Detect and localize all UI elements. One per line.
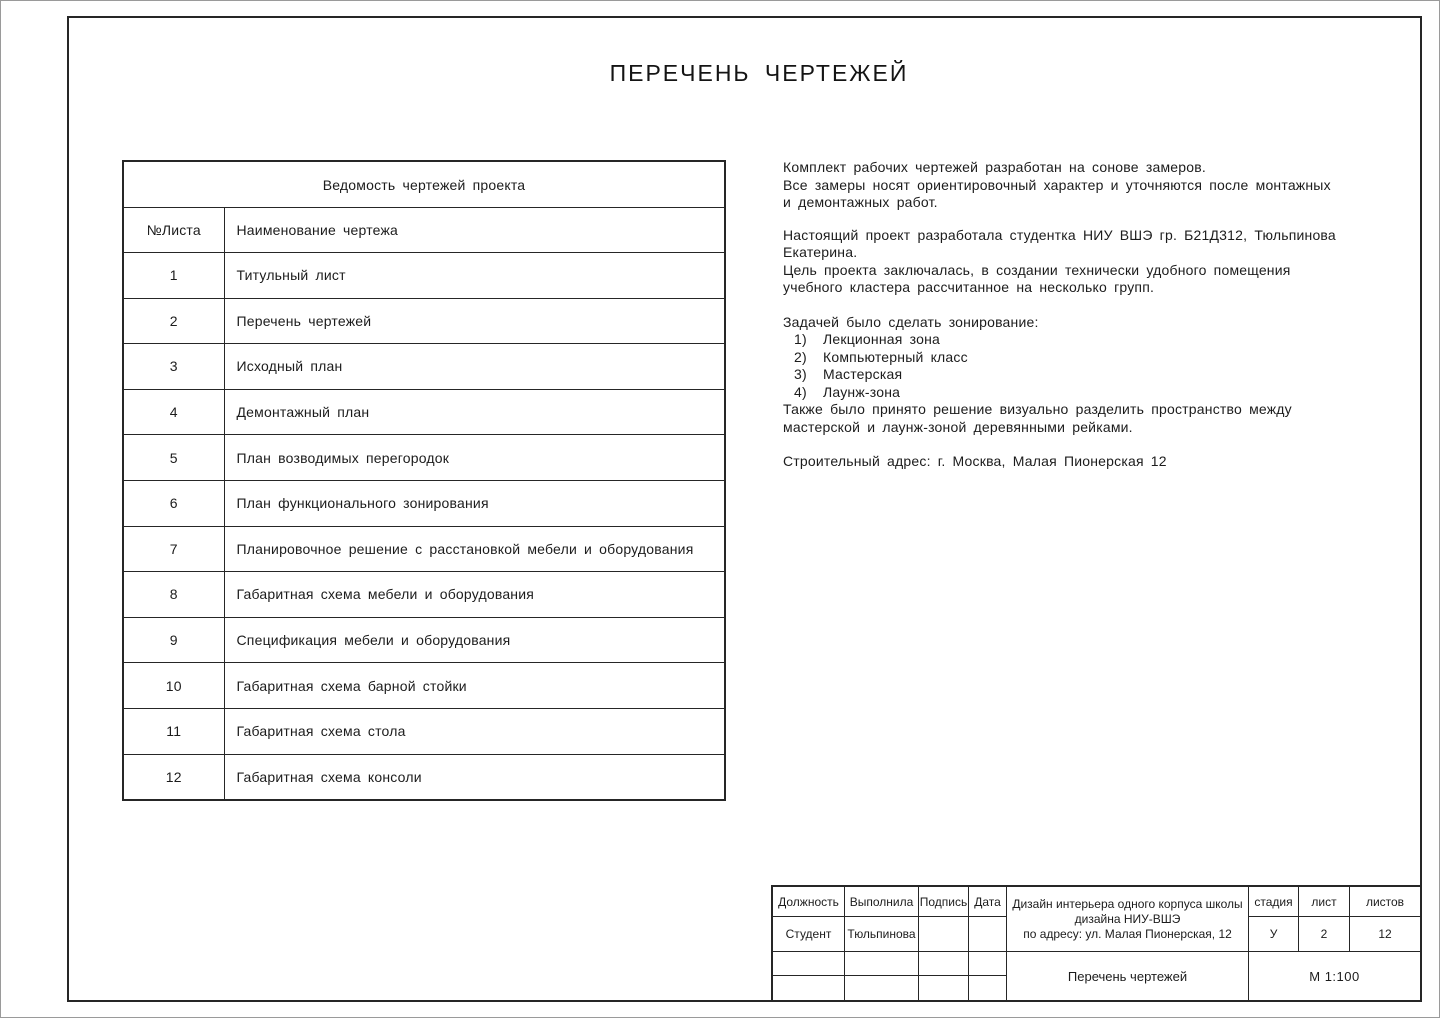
list-item-number: 3) <box>794 366 807 382</box>
titleblock-sheets-value: 12 <box>1350 917 1420 952</box>
sheet-number-cell: 11 <box>123 708 224 754</box>
drawing-register-table <box>122 160 726 801</box>
sheet-number-cell: 9 <box>123 617 224 663</box>
titleblock-header-position: Должность <box>773 887 845 917</box>
titleblock-header-performed: Выполнила <box>845 887 919 917</box>
register-col-name-header: Наименование чертежа <box>224 208 725 253</box>
register-col-num-header: №Листа <box>123 208 224 253</box>
list-item-label: Лаунж-зона <box>823 383 901 400</box>
table-row <box>123 754 725 800</box>
table-row <box>123 617 725 663</box>
titleblock-header-sheet: лист <box>1299 887 1350 917</box>
sheet-number-cell: 1 <box>123 253 224 299</box>
sheet-number-cell: 4 <box>123 389 224 435</box>
titleblock-signature-cell <box>919 917 969 952</box>
note-line: Настоящий проект разработала студентка НИУ ВШЭ гр. Б21Д312, Тюльпинова <box>783 226 1336 243</box>
list-item-number: 2) <box>794 348 807 365</box>
titleblock-performed-value: Тюльпинова <box>845 917 919 952</box>
titleblock-scale: М 1:100 <box>1309 968 1360 984</box>
titleblock-date-cell <box>969 917 1007 952</box>
drawing-frame <box>67 16 1422 1002</box>
page-title: ПЕРЕЧЕНЬ ЧЕРТЕЖЕЙ <box>609 60 909 86</box>
note-line: Цель проекта заключалась, в создании технически удобного помещения <box>783 261 1291 278</box>
table-row <box>123 572 725 618</box>
table-row <box>123 344 725 390</box>
drawing-name-cell: Планировочное решение с расстановкой мебели и оборудования <box>224 526 725 572</box>
drawing-name-cell: Титульный лист <box>224 253 725 299</box>
titleblock-empty-cell <box>919 952 969 976</box>
sheet-number-cell: 7 <box>123 526 224 572</box>
titleblock-header-stage: стадия <box>1249 887 1299 917</box>
register-caption: Ведомость чертежей проекта <box>123 161 725 208</box>
note-line: Также было принято решение визуально разделить пространство между <box>783 401 1292 417</box>
note-line: и демонтажных работ. <box>783 194 938 210</box>
register-caption-row <box>123 161 725 208</box>
titleblock-empty-cell <box>919 976 969 1000</box>
table-row <box>123 298 725 344</box>
project-description-line: по адресу: ул. Малая Пионерская, 12 <box>1023 926 1232 941</box>
sheet-number-cell: 12 <box>123 754 224 800</box>
list-item-number: 4) <box>794 383 807 400</box>
titleblock-header-date: Дата <box>969 887 1007 917</box>
list-item-label: Лекционная зона <box>823 331 941 347</box>
list-item <box>783 331 1353 349</box>
note-line: Все замеры носят ориентировочный характер и уточняются после монтажных <box>783 176 1331 193</box>
titleblock-sheet-value: 2 <box>1299 917 1350 952</box>
notes-paragraph-zoning <box>783 314 1353 437</box>
sheet-number-cell: 3 <box>123 344 224 390</box>
note-line: Комплект рабочих чертежей разработан на сонове замеров. <box>783 159 1206 175</box>
drawing-name-cell: План функционального зонирования <box>224 480 725 526</box>
sheet-number-cell: 8 <box>123 572 224 618</box>
project-notes <box>783 159 1353 471</box>
titleblock-header-signature: Подпись <box>919 887 969 917</box>
titleblock-header-sheets: листов <box>1350 887 1420 917</box>
table-row <box>123 253 725 299</box>
drawing-name-cell: Габаритная схема консоли <box>224 754 725 800</box>
titleblock-doc-name: Перечень чертежей <box>1007 952 1249 1000</box>
notes-paragraph-address <box>783 453 1353 471</box>
titleblock-empty-cell <box>773 952 845 976</box>
drawing-name-cell: Габаритная схема стола <box>224 708 725 754</box>
table-row <box>123 663 725 709</box>
titleblock-empty-cell <box>969 976 1007 1000</box>
list-item-label: Мастерская <box>823 366 903 382</box>
drawing-name-cell: Габаритная схема барной стойки <box>224 663 725 709</box>
note-line: Задачей было сделать зонирование: <box>783 313 1039 330</box>
list-item-label: Компьютерный класс <box>823 348 968 365</box>
sheet-number-cell: 2 <box>123 298 224 344</box>
list-item <box>783 349 1353 367</box>
table-row <box>123 708 725 754</box>
titleblock-empty-cell <box>845 952 919 976</box>
table-row <box>123 480 725 526</box>
titleblock-position-value: Студент <box>773 917 845 952</box>
list-item <box>783 366 1353 384</box>
titleblock-empty-cell <box>845 976 919 1000</box>
titleblock-stage-value: У <box>1249 917 1299 952</box>
construction-address: Строительный адрес: г. Москва, Малая Пионерская 12 <box>783 453 1167 469</box>
table-row <box>123 526 725 572</box>
sheet-number-cell: 5 <box>123 435 224 481</box>
title-block <box>771 885 1422 1002</box>
note-line: учебного кластера рассчитанное на несколько групп. <box>783 279 1155 295</box>
register-header-row <box>123 208 725 253</box>
notes-paragraph-author-goal <box>783 227 1353 297</box>
table-row <box>123 389 725 435</box>
drawing-name-cell: Демонтажный план <box>224 389 725 435</box>
titleblock-project-description <box>1007 887 1249 952</box>
sheet-number-cell: 6 <box>123 480 224 526</box>
drawing-name-cell: Перечень чертежей <box>224 298 725 344</box>
note-line: Екатерина. <box>783 244 858 260</box>
note-line: мастерской и лаунж-зоной деревянными рейками. <box>783 418 1133 435</box>
project-description-line: дизайна НИУ-ВШЭ <box>1074 911 1181 926</box>
sheet-number-cell: 10 <box>123 663 224 709</box>
drawing-name-cell: План возводимых перегородок <box>224 435 725 481</box>
titleblock-empty-cell <box>773 976 845 1000</box>
list-item-number: 1) <box>794 331 807 347</box>
table-row <box>123 435 725 481</box>
drawing-name-cell: Исходный план <box>224 344 725 390</box>
drawing-name-cell: Габаритная схема мебели и оборудования <box>224 572 725 618</box>
project-description-line: Дизайн интерьера одного корпуса школы <box>1012 896 1243 911</box>
titleblock-empty-cell <box>969 952 1007 976</box>
list-item <box>783 384 1353 402</box>
notes-paragraph-measurements <box>783 159 1353 212</box>
drawing-name-cell: Спецификация мебели и оборудования <box>224 617 725 663</box>
